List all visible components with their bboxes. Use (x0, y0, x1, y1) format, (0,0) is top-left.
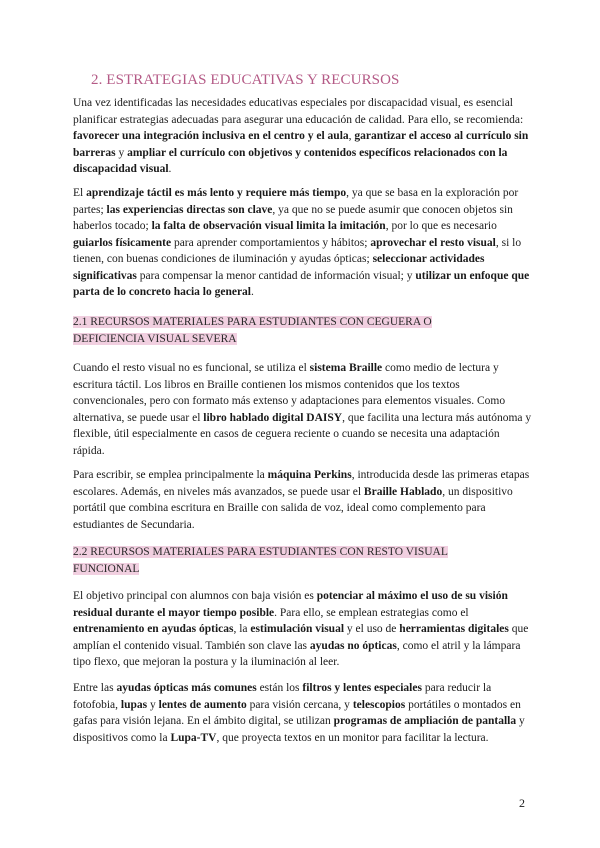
subheading-line: 2.2 RECURSOS MATERIALES PARA ESTUDIANTES CON RESTO VISUAL (73, 546, 448, 558)
bold-text: potenciar al máximo el uso de su visión residual durante el mayor tiempo posible (73, 590, 508, 619)
subheading-line: DEFICIENCIA VISUAL SEVERA (73, 332, 237, 345)
text-run: . (168, 163, 172, 175)
text-run: y (115, 146, 128, 159)
paragraph-intro (73, 95, 533, 178)
text-run: y (147, 698, 159, 711)
bold-text: lupas (120, 698, 148, 711)
text-run: como medio de lectura y escritura táctil. Los libros en Braille contienen los mismos contenidos que los textos convencionales, pero con formato más extenso y adaptaciones para elementos visuales. Como alternativa, se puede usar el (73, 362, 506, 424)
text-run: portátiles o montados en gafas para visión lejana. En el ámbito digital, se utilizan (73, 698, 521, 727)
text-run: y dispositivos como la (73, 715, 525, 744)
bold-text: herramientas digitales (399, 623, 509, 635)
text-run: , por lo que es necesario (385, 220, 497, 232)
subheading-resto-visual (73, 544, 448, 577)
bold-text: Lupa-TV (170, 731, 217, 744)
bold-text: ayudas no ópticas (309, 639, 397, 652)
bold-text: lentes de aumento (158, 698, 247, 711)
bold-text: garantizar el acceso al currículo sin barreras (73, 130, 529, 159)
bold-text: programas de ampliación de pantalla (333, 715, 517, 727)
bold-text: las experiencias directas son clave (106, 203, 273, 216)
bold-text: la falta de observación visual limita la imitación (151, 220, 386, 232)
text-run: , introducida desde las primeras etapas escolares. Además, en niveles más avanzados, se puede usar el (73, 469, 530, 498)
text-run: El (73, 187, 87, 199)
text-run: , ya que no se puede asumir que conocen objetos sin haberlos tocado; (73, 203, 513, 232)
subheading-ceguera (73, 314, 432, 347)
text-run: Cuando el resto visual no es funcional, se utiliza el (73, 362, 310, 374)
text-run: . (251, 286, 254, 298)
text-run: y el uso de (344, 623, 400, 635)
paragraph-braille (73, 360, 533, 459)
paragraph-learning (73, 185, 533, 301)
text-run: para compensar la menor cantidad de información visual; y (136, 269, 416, 282)
text-run: , si lo tienen, con buenas condiciones de iluminación y ayudas ópticas; (73, 236, 522, 265)
paragraph-escritura (73, 467, 533, 533)
subheading-line: 2.1 RECURSOS MATERIALES PARA ESTUDIANTES CON CEGUERA O (73, 316, 432, 328)
text-run: , que proyecta textos en un monitor para facilitar la lectura. (216, 731, 489, 744)
bold-text: guiarlos físicamente (73, 236, 172, 249)
text-run: para reducir la fotofobia, (73, 682, 492, 711)
text-run: Entre las (73, 682, 117, 694)
bold-text: sistema Braille (309, 362, 383, 374)
text-run: para visión cercana, y (246, 698, 353, 711)
bold-text: favorecer una integración inclusiva en el centro y el aula (73, 130, 349, 142)
paragraph-ayudas-opticas (73, 680, 533, 746)
text-run: para aprender comportamientos y hábitos; (171, 236, 371, 249)
text-run: , (348, 130, 355, 142)
bold-text: telescopios (352, 698, 406, 711)
bold-text: estimulación visual (250, 623, 345, 635)
bold-text: aprendizaje táctil es más lento y requiere más tiempo (86, 187, 347, 199)
bold-text: filtros y lentes especiales (302, 682, 422, 694)
text-run: , que facilita una lectura más autónoma y flexible, útil especialmente en casos de ceguera reciente o cuando se necesita una adaptación rápida. (73, 411, 532, 457)
subheading-line: FUNCIONAL (73, 562, 140, 575)
text-run: Una vez identificadas las necesidades educativas especiales por discapacidad visual, es esencial planificar estrategias adecuadas para asegurar una educación de calidad. Para ello, se recomienda: (73, 97, 524, 126)
bold-text: libro hablado digital DAISY (203, 411, 343, 424)
bold-text: seleccionar actividades significativas (73, 253, 485, 282)
bold-text: ayudas ópticas más comunes (116, 682, 257, 694)
bold-text: máquina Perkins (267, 469, 352, 481)
text-run: están los (256, 682, 303, 694)
text-run: , ya que se basa en la exploración por partes; (73, 187, 519, 216)
paragraph-baja-vision (73, 588, 533, 671)
text-run: . Para ello, se emplean estrategias como el (274, 606, 469, 619)
text-run: , un dispositivo portátil que combina escritura en Braille con salida de voz, ideal como complemento para estudiantes de Secundaria. (73, 485, 513, 531)
text-run: , como el atril y la lámpara tipo flexo, que mejoran la postura y la iluminación al leer. (73, 639, 521, 668)
bold-text: Braille Hablado (363, 485, 443, 498)
text-run: que amplían el contenido visual. También son clave las (73, 623, 529, 652)
text-run: , la (233, 623, 251, 635)
section-heading: 2. ESTRATEGIAS EDUCATIVAS Y RECURSOS (91, 72, 400, 88)
text-run: Para escribir, se emplea principalmente la (73, 469, 268, 481)
text-run: El objetivo principal con alumnos con baja visión es (73, 590, 317, 602)
page-number: 2 (519, 796, 525, 810)
bold-text: ampliar el currículo con objetivos y contenidos específicos relacionados con la discapacidad visual (73, 146, 508, 175)
bold-text: utilizar un enfoque que parta de lo concreto hacia lo general (73, 269, 530, 298)
bold-text: aprovechar el resto visual (370, 236, 496, 249)
bold-text: entrenamiento en ayudas ópticas (73, 623, 234, 635)
